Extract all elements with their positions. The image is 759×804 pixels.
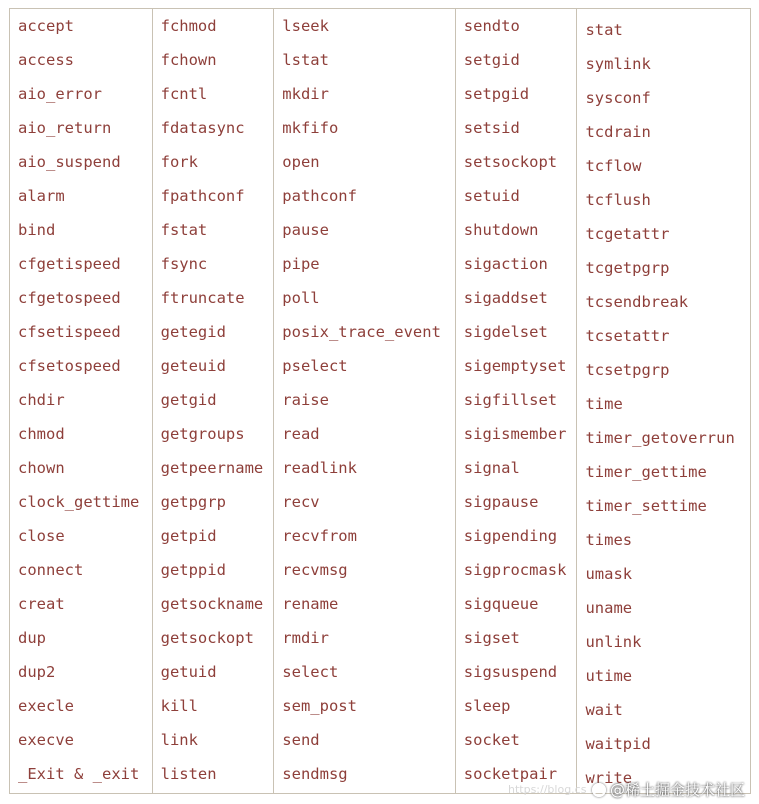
function-name-cell: fcntl [160, 85, 208, 103]
function-name-cell: wait [585, 701, 623, 719]
function-name-cell: recvfrom [282, 527, 357, 545]
function-name-cell: rmdir [282, 629, 329, 647]
function-name-cell: timer_gettime [585, 463, 707, 481]
function-name-cell: aio_suspend [18, 153, 121, 171]
function-name-cell: uname [585, 599, 633, 617]
function-name-cell: aio_error [18, 85, 102, 103]
function-name-cell: fdatasync [160, 119, 245, 137]
function-name-cell: tcgetattr [585, 225, 670, 243]
function-name-cell: select [282, 663, 339, 681]
function-name-cell: geteuid [160, 357, 226, 375]
function-name-cell: getgid [160, 391, 217, 409]
faint-url-watermark: https://blog.cs [508, 783, 587, 796]
function-name-cell: getegid [160, 323, 226, 341]
function-name-cell: sigset [463, 629, 520, 647]
function-name-cell: cfsetispeed [18, 323, 121, 341]
function-name-cell: getsockname [160, 595, 264, 613]
function-name-cell: getpid [160, 527, 217, 545]
function-name-cell: getpgrp [160, 493, 226, 511]
function-name-cell: posix_trace_event [282, 323, 441, 341]
site-watermark [592, 779, 745, 800]
function-name-cell: lseek [282, 17, 329, 35]
function-name-cell: time [585, 395, 623, 413]
function-name-cell: socketpair [463, 765, 558, 783]
table-column-2 [153, 9, 275, 793]
function-name-cell: sem_post [282, 697, 357, 715]
function-name-cell: getuid [160, 663, 217, 681]
function-name-cell: fchown [160, 51, 217, 69]
function-name-cell: pipe [282, 255, 320, 273]
function-name-cell: tcsetattr [585, 327, 670, 345]
function-name-cell: accept [18, 17, 74, 35]
function-name-cell: sigprocmask [463, 561, 567, 579]
function-name-cell: recv [282, 493, 320, 511]
function-name-cell: sigismember [463, 425, 567, 443]
function-name-cell: close [18, 527, 65, 545]
function-name-cell: link [160, 731, 198, 749]
function-name-cell: tcsetpgrp [585, 361, 670, 379]
function-name-cell: open [282, 153, 320, 171]
function-name-cell: fchmod [160, 17, 217, 35]
function-name-cell: bind [18, 221, 56, 239]
function-name-cell: setsockopt [463, 153, 558, 171]
function-name-cell: tcgetpgrp [585, 259, 670, 277]
function-name-cell: setgid [463, 51, 520, 69]
function-name-cell: kill [160, 697, 198, 715]
table-column-5 [577, 9, 750, 793]
function-name-cell: sigqueue [463, 595, 539, 613]
function-name-cell: connect [18, 561, 84, 579]
function-name-cell: setuid [463, 187, 520, 205]
function-name-cell: symlink [585, 55, 651, 73]
function-name-cell: write [585, 769, 633, 787]
function-name-cell: listen [160, 765, 217, 783]
function-name-cell: read [282, 425, 320, 443]
function-name-cell: cfgetispeed [18, 255, 121, 273]
function-name-cell: tcflush [585, 191, 651, 209]
community-logo-icon [592, 783, 606, 797]
function-name-cell: sigpending [463, 527, 558, 545]
function-name-cell: pathconf [282, 187, 357, 205]
function-name-cell: readlink [282, 459, 357, 477]
function-name-cell: fsync [160, 255, 208, 273]
function-name-cell: execle [18, 697, 74, 715]
function-name-cell: waitpid [585, 735, 651, 753]
function-name-cell: aio_return [18, 119, 112, 137]
function-name-cell: getsockopt [160, 629, 254, 647]
function-name-cell: cfgetospeed [18, 289, 121, 307]
watermark-text: @稀土掘金技术社区 [609, 781, 745, 799]
function-name-cell: sigaction [463, 255, 548, 273]
function-name-cell: utime [585, 667, 633, 685]
function-name-cell: setpgid [463, 85, 530, 103]
function-name-cell: dup [18, 629, 46, 647]
table-column-4 [456, 9, 578, 793]
function-name-cell: sigdelset [463, 323, 548, 341]
function-name-cell: sendmsg [282, 765, 348, 783]
table-column-1 [10, 9, 153, 793]
function-name-cell: chdir [18, 391, 65, 409]
function-name-cell: lstat [282, 51, 329, 69]
function-name-cell: timer_settime [585, 497, 707, 515]
function-name-cell: unlink [585, 633, 642, 651]
function-name-cell: dup2 [18, 663, 56, 681]
function-name-cell: tcdrain [585, 123, 651, 141]
function-name-cell: ftruncate [160, 289, 245, 307]
function-name-cell: getppid [160, 561, 226, 579]
function-name-cell: fstat [160, 221, 208, 239]
function-name-cell: fpathconf [160, 187, 245, 205]
function-name-cell: stat [585, 21, 623, 39]
function-name-cell: pselect [282, 357, 348, 375]
function-name-cell: sysconf [585, 89, 651, 107]
function-name-cell: sigpause [463, 493, 539, 511]
function-name-cell: cfsetospeed [18, 357, 121, 375]
function-name-cell: tcsendbreak [585, 293, 689, 311]
function-name-cell: _Exit & _exit [18, 765, 140, 783]
function-name-cell: getpeername [160, 459, 264, 477]
function-name-cell: clock_gettime [18, 493, 140, 511]
function-name-cell: sigemptyset [463, 357, 567, 375]
function-name-cell: signal [463, 459, 520, 477]
function-name-cell: shutdown [463, 221, 539, 239]
function-name-cell: send [282, 731, 320, 749]
function-name-cell: sigfillset [463, 391, 558, 409]
function-table [9, 8, 751, 794]
function-name-cell: sigsuspend [463, 663, 558, 681]
function-name-cell: fork [160, 153, 198, 171]
function-name-cell: chmod [18, 425, 65, 443]
function-name-cell: access [18, 51, 74, 69]
table-column-3 [274, 9, 456, 793]
function-name-cell: socket [463, 731, 520, 749]
function-name-cell: sleep [463, 697, 511, 715]
function-name-cell: pause [282, 221, 329, 239]
function-name-cell: sigaddset [463, 289, 548, 307]
function-name-cell: mkdir [282, 85, 329, 103]
function-name-cell: rename [282, 595, 339, 613]
function-name-cell: recvmsg [282, 561, 348, 579]
function-name-cell: execve [18, 731, 74, 749]
function-name-cell: umask [585, 565, 633, 583]
function-name-cell: sendto [463, 17, 520, 35]
function-name-cell: chown [18, 459, 65, 477]
function-name-cell: setsid [463, 119, 520, 137]
function-name-cell: mkfifo [282, 119, 339, 137]
function-name-cell: raise [282, 391, 329, 409]
function-name-cell: tcflow [585, 157, 642, 175]
function-name-cell: timer_getoverrun [585, 429, 735, 447]
function-name-cell: alarm [18, 187, 65, 205]
function-name-cell: getgroups [160, 425, 245, 443]
function-name-cell: poll [282, 289, 320, 307]
function-name-cell: times [585, 531, 633, 549]
function-name-cell: creat [18, 595, 65, 613]
